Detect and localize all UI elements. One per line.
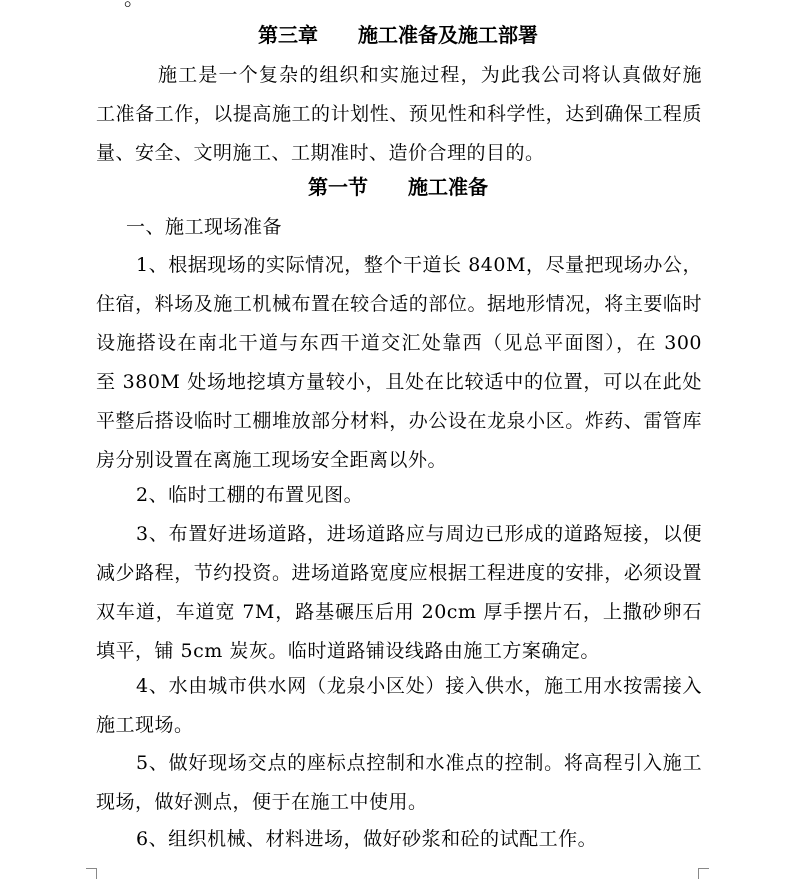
chapter-title: 第三章 施工准备及施工部署 xyxy=(258,23,538,47)
margin-corner-mark-right xyxy=(698,868,709,879)
item-paragraph-5: 5、做好现场交点的座标点控制和水准点的控制。将高程引入施工现场，做好测点，便于在施工中使用。 xyxy=(96,752,702,813)
item-paragraph-4: 4、水由城市供水网（龙泉小区处）接入供水，施工用水按需接入施工现场。 xyxy=(96,675,702,736)
item-paragraph-3: 3、布置好进场道路，进场道路应与周边已形成的道路短接，以便减少路程，节约投资。进场道路宽度应根据工程进度的安排，必须设置双车道，车道宽 7M，路基碾压后用 20cm 厚手摆片石，上撒砂卵石填平，铺 5cm 炭灰。临时道路铺设线路由施工方案确定。 xyxy=(96,523,702,662)
item-paragraph-1: 1、根据现场的实际情况，整个干道长 840M，尽量把现场办公，住宿，料场及施工机械布置在较合适的部位。据地形情况，将主要临时设施搭设在南北干道与东西干道交汇处靠西（见总平面图），在 300 至 380M 处场地挖填方量较小，且处在比较适中的位置，可以在此处平整后搭设临时工棚堆放部分材料，办公设在龙泉小区。炸药、雷管库房分别设置在离施工现场安全距离以外。 xyxy=(96,254,702,471)
item-paragraph-2: 2、临时工棚的布置见图。 xyxy=(136,484,364,506)
item-paragraph-6: 6、组织机械、材料进场，做好砂浆和砼的试配工作。 xyxy=(136,828,598,850)
subsection-heading: 一、施工现场准备 xyxy=(126,216,283,238)
margin-corner-mark-left xyxy=(86,868,97,879)
section-title: 第一节 施工准备 xyxy=(308,175,488,199)
previous-page-punctuation xyxy=(124,0,144,8)
intro-paragraph: 施工是一个复杂的组织和实施过程，为此我公司将认真做好施工准备工作，以提高施工的计划性、预见性和科学性，达到确保工程质量、安全、文明施工、工期准时、造价合理的目的。 xyxy=(96,64,702,164)
